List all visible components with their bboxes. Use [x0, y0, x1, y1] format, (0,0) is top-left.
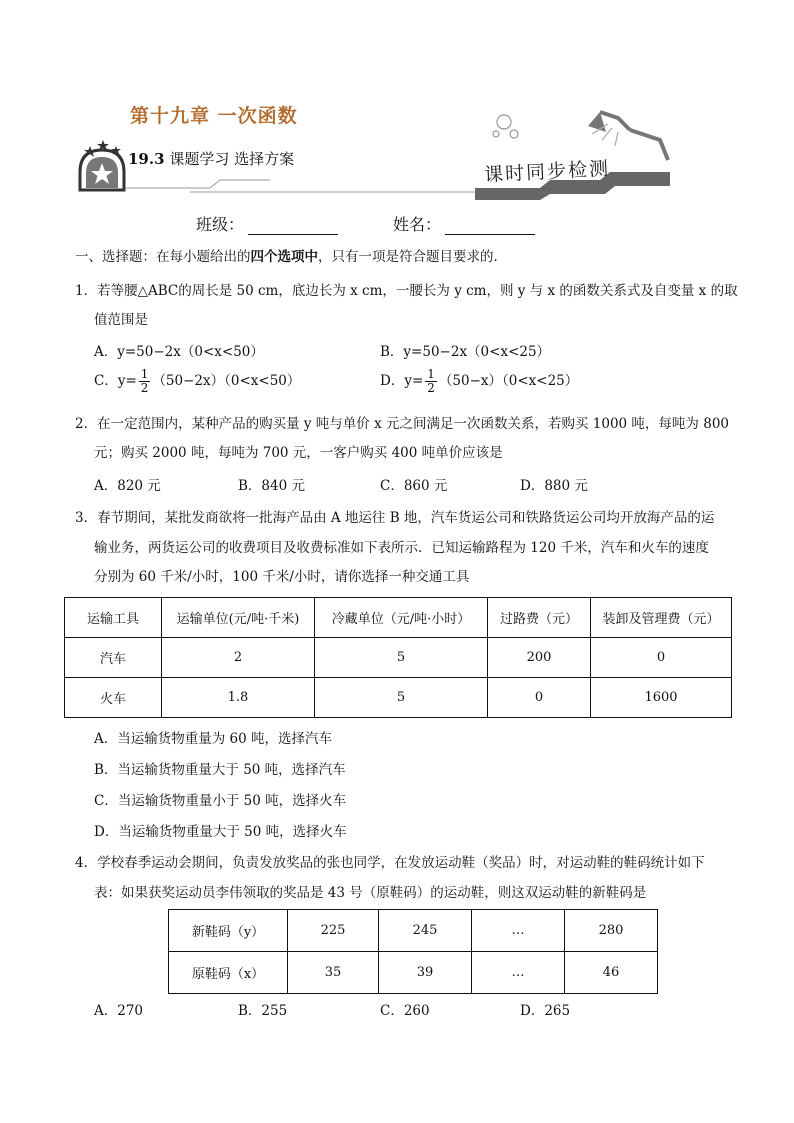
class-label: 班级：: [196, 215, 245, 234]
q3-option-d: D．当运输货物重量大于 50 吨，选择火车: [94, 824, 347, 840]
q3-option-c: C．当运输货物重量小于 50 吨，选择火车: [94, 793, 347, 809]
table-cell: 1.8: [162, 678, 315, 718]
name-label: 姓名：: [393, 215, 442, 234]
q1-stem-line2: 值范围是: [94, 312, 148, 328]
q4-option-b: B．255: [238, 1003, 288, 1019]
class-blank: [248, 218, 338, 235]
q1-option-c-fraction: $\frac{1}{2}$: [140, 367, 149, 395]
instructions: 一、选择题：在每小题给出的四个选项中，只有一项是符合题目要求的．: [75, 249, 507, 265]
lamp-icon: [493, 112, 668, 160]
table-cell: 280: [565, 910, 658, 952]
q4-stem-line1: 4．学校春季运动会期间，负责发放奖品的张也同学，在发放运动鞋（奖品）时，对运动鞋的鞋码统计如下: [75, 855, 705, 871]
table-cell: 39: [379, 952, 472, 994]
chapter-title: 第十九章 一次函数: [130, 105, 298, 127]
table-header-row: [65, 598, 732, 638]
table-header-cell: 过路费（元）: [488, 598, 591, 638]
q3-stem-line2: 输业务，两货运公司的收费项目及收费标准如下表所示．已知运输路程为 120 千米，汽车和火车的速度: [94, 540, 709, 556]
table-cell: 新鞋码（y）: [169, 910, 288, 952]
q4-shoe-size-table: [168, 909, 658, 994]
table-row: [169, 952, 658, 994]
banner-text: 课时同步检测: [483, 157, 611, 187]
q3-stem-line3: 分别为 60 千米/小时，100 千米/小时，请你选择一种交通工具: [94, 569, 470, 585]
q2-stem-line2: 元；购买 2000 吨，每吨为 700 元，一客户购买 400 吨单价应该是: [94, 445, 503, 461]
table-row: [65, 638, 732, 678]
q1-option-b: B．y=50−2x（0<x<25）: [380, 344, 551, 360]
q3-option-a: A．当运输货物重量为 60 吨，选择汽车: [94, 731, 333, 747]
name-field: [393, 212, 535, 235]
table-header-cell: 运输工具: [65, 598, 162, 638]
table-cell: 1600: [591, 678, 732, 718]
table-cell: 0: [488, 678, 591, 718]
q2-option-d: D．880 元: [520, 478, 588, 494]
star-badge-icon: [80, 140, 124, 190]
table-cell: 225: [288, 910, 379, 952]
q4-stem-line2: 表：如果获奖运动员李伟领取的奖品是 43 号（原鞋码）的运动鞋，则这双运动鞋的新鞋码是: [94, 885, 647, 901]
section-title: 课题学习 选择方案: [169, 150, 295, 168]
table-cell: 200: [488, 638, 591, 678]
q1-stem-line1: 1．若等腰△ABC的周长是 50 cm，底边长为 x cm，一腰长为 y cm，则 y 与 x 的函数关系式及自变量 x 的取: [75, 283, 738, 299]
section-heading: [128, 148, 294, 169]
q4-option-c: C．260: [380, 1003, 430, 1019]
q3-option-b: B．当运输货物重量大于 50 吨，选择汽车: [94, 762, 346, 778]
name-blank: [445, 218, 535, 235]
instructions-bold: 四个选项中: [250, 249, 318, 265]
table-cell: 5: [315, 678, 488, 718]
table-header-cell: 冷藏单位（元/吨·小时）: [315, 598, 488, 638]
q2-stem-line1: 2．在一定范围内，某种产品的购买量 y 吨与单价 x 元之间满足一次函数关系，若购买 1000 吨，每吨为 800: [75, 416, 729, 432]
q1-option-d: D．y= $\frac{1}{2}$ （50−x）（0<x<25）: [380, 367, 579, 395]
table-cell: 245: [379, 910, 472, 952]
q2-option-a: A．820 元: [94, 478, 161, 494]
class-field: [196, 212, 338, 235]
table-cell: …: [472, 910, 565, 952]
q3-stem-line1: 3．春节期间，某批发商欲将一批海产品由 A 地运往 B 地，汽车货运公司和铁路货运公司均开放海产品的运: [75, 510, 715, 526]
table-header-cell: 运输单位(元/吨·千米): [162, 598, 315, 638]
q2-option-b: B．840 元: [238, 478, 305, 494]
q4-option-d: D．265: [520, 1003, 571, 1019]
table-cell: 35: [288, 952, 379, 994]
table-cell: …: [472, 952, 565, 994]
table-cell: 5: [315, 638, 488, 678]
table-cell: 46: [565, 952, 658, 994]
table-cell: 原鞋码（x）: [169, 952, 288, 994]
table-cell: 2: [162, 638, 315, 678]
q3-fee-table: [64, 597, 732, 718]
table-cell: 0: [591, 638, 732, 678]
q1-option-c: C．y= $\frac{1}{2}$ （50−2x）（0<x<50）: [94, 367, 301, 395]
table-header-cell: 装卸及管理费（元）: [591, 598, 732, 638]
table-cell: 汽车: [65, 638, 162, 678]
table-row: [169, 910, 658, 952]
table-cell: 火车: [65, 678, 162, 718]
table-row: [65, 678, 732, 718]
q2-option-c: C．860 元: [380, 478, 448, 494]
section-number: 19.3: [128, 150, 165, 168]
q1-option-a: A．y=50−2x（0<x<50）: [94, 344, 264, 360]
q1-option-d-fraction: $\frac{1}{2}$: [427, 367, 435, 395]
q4-option-a: A．270: [94, 1003, 144, 1019]
